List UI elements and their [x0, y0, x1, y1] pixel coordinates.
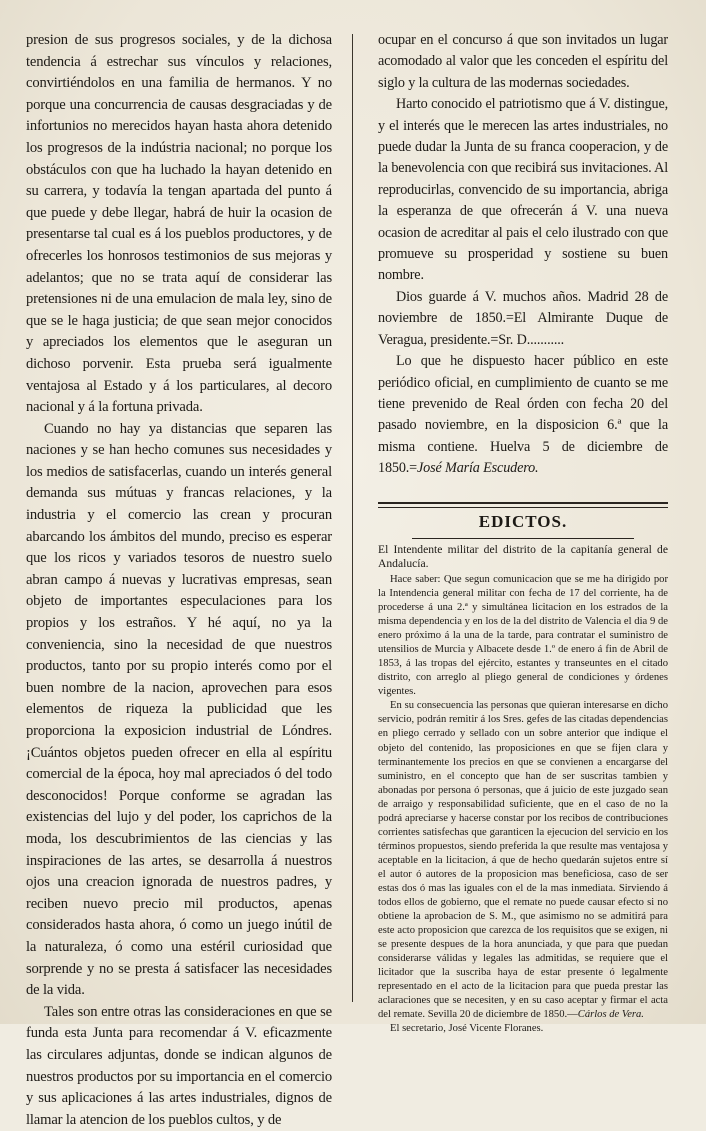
left-column — [26, 30, 332, 1128]
right-column — [378, 30, 668, 1035]
edict-paragraph-2 — [378, 699, 668, 1022]
closing-text: Lo que he dispuesto hacer público en este periódico oficial, en cumplimiento de cuanto se me tiene prevenido de Real órden con fecha 20 del pasado noviembre, en la disposicion 6.ª que la misma contiene. Huelva 5 de diciembre de 1850.= — [378, 353, 668, 477]
left-paragraph-3: Tales son entre otras las consideraciones en que se funda esta Junta para recomendar á V. eficazmente las circulares adjuntas, donde se indican algunos de nuestros productos por su importancia en el comercio y sus aplicaciones á las artes industriales, dignos de llamar la atencion de los pueblos cultos, y de — [26, 1003, 332, 1128]
left-paragraph-2: Cuando no hay ya distancias que separen las naciones y se han hecho comunes sus necesidades y los medios de satisfacerlas, cuando un interés general demanda sus mútuas y francas relaciones, y la industria y el comercio las crean y procuran abarcando los ámbitos del mundo, preciso es esperar que los ricos y variados tesoros de nuestro suelo abran campo á nuevas y lucrativas empresas, sean objeto de importantes especulaciones para los propios y los estraños. Y hé aquí, no ya la conveniencia, sino la necesidad de que nuestros productos, tanto por su propio interés como por el buen nombre de la nacion, aprovechen para esos elementos de riqueza la publicidad que les proporciona la exposicion industrial de Lóndres. ¡Cuántos objetos pueden ofrecer en ella al espíritu comercial de la época, hoy mal apreciados ó del todo desconocidos! Porque conforme se agradan las existencias del lujo y del poder, los caprichos de la moda, los descubrimientos de las ciencias y las inspiraciones de las artes, se desarrolla á nuestros ojos una creacion ignorada de nuestros padres, y reciben nuevo precio mil productos, apenas considerados hasta ahora, ó como un juego inútil de la naturaleza, ó como una estéril curiosidad que sorprende y no se presta á satisfacer las necesidades de la vida. — [26, 420, 332, 999]
closing-paragraph — [378, 351, 668, 479]
right-paragraph-1: ocupar en el concurso á que son invitados un lugar acomodado al valor que les conceden el espíritu del siglo y la cultura de las modernas sociedades. — [378, 32, 668, 91]
left-paragraph-1: presion de sus progresos sociales, y de la dichosa tendencia á estrechar sus vínculos y relaciones, convirtiéndolos en una familia de hermanos. Y no porque una concurrencia de causas desgraciadas y de infortunios no merecidos hayan hasta ahora detenido los progresos de la indústria nacional; no porque los obstáculos con que ha luchado la hayan detenido en su carrera, y todavía la tengan apartada del punto á que puede y debe llegar, habrá de huir la ocasion de presentarse tal cual es á los pueblos productores, y de ofrecerles los honrosos testimonios de sus mejoras y adelantos; que no se trata aquí de considerar las pretensiones ni de una emulacion de mala ley, sino de que se le haga justicia; de que sean mejor conocidos y apreciados los elementos que le aseguran un dichoso porvenir. Esta prueba será igualmente ventajosa al Estado y á los particulares, al decoro nacional y á la fortuna privada. — [26, 32, 332, 416]
edict-intro: El Intendente militar del distrito de la capitanía general de Andalucía. — [378, 542, 668, 570]
edict-footer: El secretario, José Vicente Floranes. — [390, 1023, 544, 1035]
edict-paragraph-2-text: En su consecuencia las personas que quieran interesarse en dicho servicio, podrán remitir á los Sres. gefes de las citadas dependencias en pliego cerrado y sellado con un sobre anterior que indique el objeto del contenido, las proposiciones en que se fijen clara y terminantemente los precios en que se convienen a encargarse del suministro, en el concepto que han de ser suscritas tambien y abonadas por persona ó personas, que á juicio de este juzgado sean de arraigo y responsabilidad suficiente, que en el caso de no la podrá apreciarse y hacerse constar por los recibos de contribuciones corrientes satisfechas que garanticen la ejecucion del servicio en los términos propuestos, siendo preferida la que resulte mas ventajosa y aceptable en la licitacion, á que de hecho quedarán sujetos entre sí el autor ó autores de la proposicion mas beneficiosa, caso de ser estas dos ó mas las iguales con el de la mas inmediata. Sirviendo á todos ellos de gobierno, que el remate no puede causar efecto si no obtiene la aprobacion de S. M., que asimismo no se admitirá para este acto proposicion que carezca de los requisitos que se exigen, ni se presente despues de la hora anunciada, y que para que puedan considerarse válidas y legales las admitidas, se requiere que el licitador que la suscriba haya de estar presente ó legalmente representado en el acto de la licitacion para que pueda prestar las aclaraciones que se necesiten, y en su caso aceptar y firmar el acta del remate. Sevilla 20 de diciembre de 1850.— — [378, 700, 668, 1021]
column-divider — [352, 34, 353, 1002]
section-title: EDICTOS. — [478, 511, 568, 531]
section-divider — [378, 502, 668, 508]
title-underline — [412, 538, 634, 539]
closing-signature: José María Escudero. — [417, 460, 539, 477]
right-paragraph-2: Harto conocido el patriotismo que á V. distingue, y el interés que le merecen las artes industriales, no puede dudar la Junta de su franca cooperacion, y de la benevolencia con que recibirá sus invitaciones. Al reproducirlas, convencido de su importancia, abriga la esperanza de que ofrecerán á V. una nueva ocasion de acreditar al pais el celo ilustrado con que promueve su prosperidad y sostiene su buen nombre. — [378, 96, 668, 284]
edict-paragraph-1: Hace saber: Que segun comunicacion que se me ha dirigido por la Intendencia general militar con fecha de 17 del corriente, ha de procederse á una 2.ª y simultánea licitacion en los estrados de la misma dependencia y en los de la del distrito de Valencia el dia 9 de enero próximo á la una de la tarde, para contratar el suministro de utensilios de Murcia y Albacete desde 1.º de enero á fin de Abril de 1853, á las tropas del ejército, estantes y transeuntes en el citado distrito, con arreglo al pliego general de condiciones y órdenes vigentes. — [378, 573, 668, 698]
edict-signature: Cárlos de Vera. — [577, 1009, 644, 1021]
right-paragraph-3: Dios guarde á V. muchos años. Madrid 28 de noviembre de 1850.=El Almirante Duque de Veragua, presidente.=Sr. D........... — [378, 288, 668, 348]
